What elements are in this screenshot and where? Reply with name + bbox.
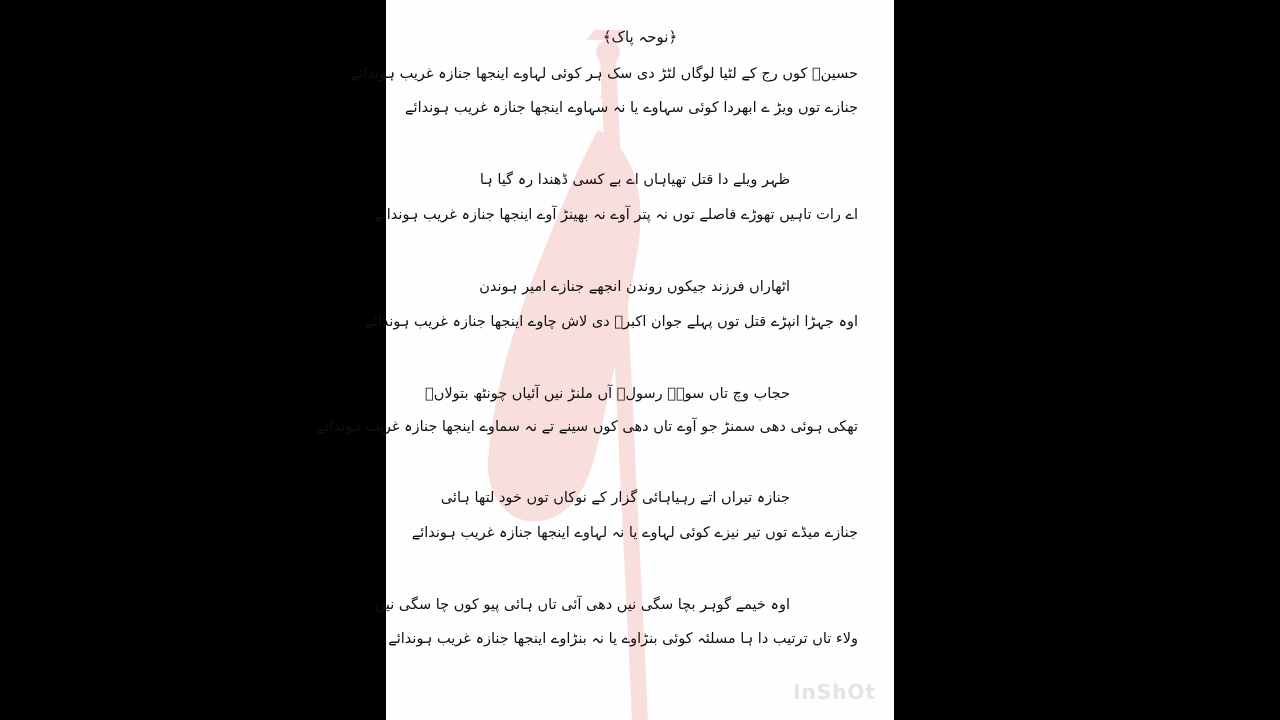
- stanza-4-line-2: تھکی ہوئی دھی سمنڑ جو آوے تاں دھی کوں سینے تے نہ سماوے اینجھا جنازہ غریب ہوندائے: [316, 419, 858, 435]
- stanza-5-line-1: جنازہ تیراں اتے رہیاہائی گزار کے نوکاں توں خود لتھا ہائی: [440, 490, 790, 506]
- stanza-3-line-2: اوہ جہڑا انپڑے قتل توں پہلے جوان اکبرؑ دی لاش چاوے اینجھا جنازہ غریب ہوندائے: [365, 314, 858, 330]
- stanza-3-line-1: اٹھاراں فرزند جیکوں روندن انجھے جنازے امیر ہوندن: [479, 279, 790, 295]
- stanza-6-line-1: اوہ خیمے گوہر بچا سگی نیں دھی آئی تاں ہائی پیو کوں چا سگی نیں: [374, 597, 790, 613]
- poem-title: ﴿نوحہ پاک﴾: [602, 28, 678, 46]
- stanza-4-line-1: حجاب وچ تاں سوہے رسولؐ آں ملنڑ نیں آئیاں چونٹھ بتولاںؑ: [425, 386, 790, 402]
- stanza-5-line-2: جنازے میڈے توں تیر نیزے کوئی لہاوے یا نہ لہاوے اینجھا جنازہ غریب ہوندائے: [411, 525, 858, 541]
- stanza-6-line-2: ولاء تاں ترتیب دا ہا مسلئہ کوئی بنڑاوے یا نہ بنڑاوے اینجھا جنازہ غریب ہوندائے: [388, 631, 858, 647]
- stanza-1-line-2: جنازے توں ویڑ ے ابھردا کوئی سہاوے یا نہ سہاوے اینجھا جنازہ غریب ہوندائے: [405, 100, 858, 116]
- stanza-2-line-1: ظہر ویلے دا قتل تھیاہاں اے بے کسی ڈھندا رہ گیا ہا: [479, 172, 790, 188]
- inshot-watermark: InShOt: [793, 680, 876, 704]
- stanza-2-line-2: اے رات تاہیں تھوڑے فاصلے توں نہ پتر آوے نہ بھینڑ آوے اینجھا جنازہ غریب ہوندائے: [374, 207, 858, 223]
- document-page: [316, 0, 894, 720]
- stanza-1-line-1: حسینؑ کوں رج کے لٹیا لوگاں لٹڑ دی سک ہر کوئی لہاوے اینجھا جنازہ غریب ہوندائے: [350, 66, 858, 82]
